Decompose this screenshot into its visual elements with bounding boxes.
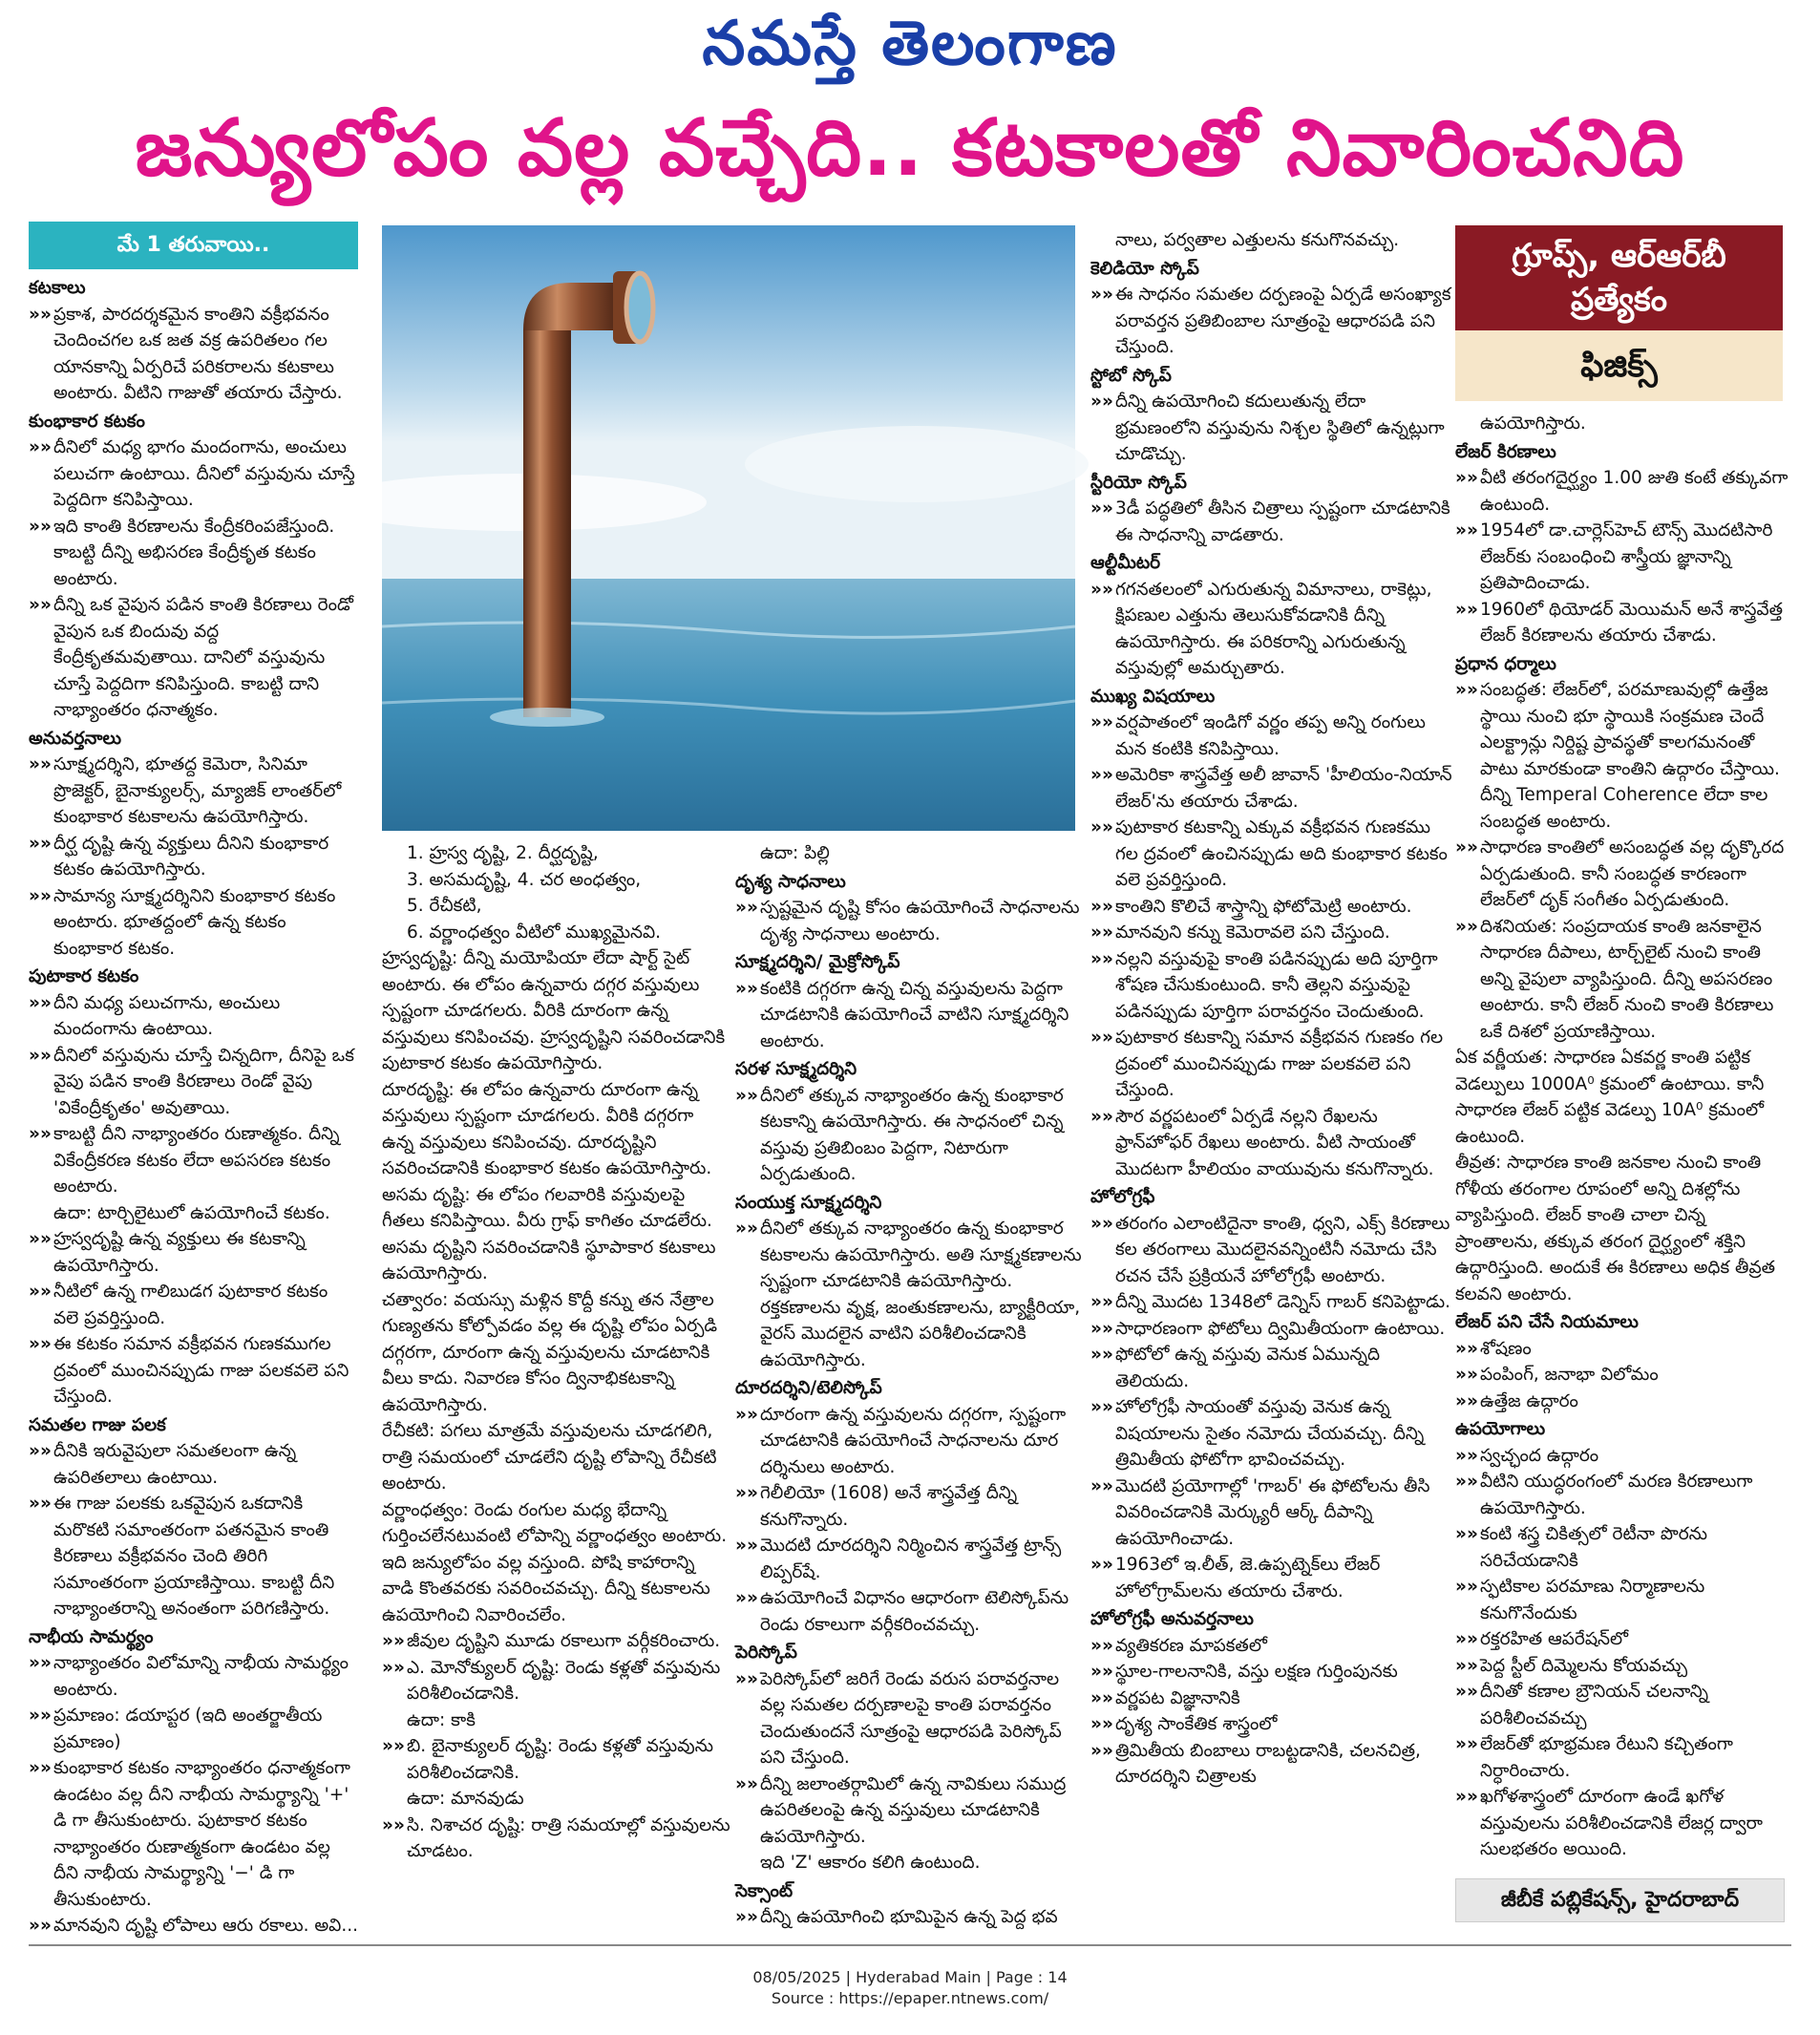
bullet-item: »» దీన్ని ఉపయోగించి కదులుతున్న లేదా భ్రమణంలోని వస్తువును నిశ్చల స్థితిలో ఉన్నట్లుగా చూడొచ్చు. <box>1090 389 1453 468</box>
paragraph: వర్ణాంధత్వం: రెండు రంగుల మధ్య భేదాన్ని గుర్తించలేనటువంటి లోపాన్ని వర్ణాంధత్వం అంటారు. ఇది జన్యులోపం వల్ల వస్తుంది. పోషి కాహారాన్ని వాడి కొంతవరకు సవరించవచ్చు. దీన్ని కటకాలను ఉపయోగించి నివారించలేం. <box>382 1499 728 1625</box>
bullet-item: »» రక్తరహిత ఆపరేషన్‌లో <box>1455 1626 1789 1653</box>
bullet-item: »» కంటి శస్త్ర చికిత్సలో రెటీనా పొరను సరిచేయడానికి <box>1455 1521 1789 1574</box>
text-line: ఉపయోగిస్తారు. <box>1480 413 1586 434</box>
bullet-item: »» లేజర్‌తో భూభ్రమణ రేటుని కచ్చితంగా నిర్ధారించారు. <box>1455 1731 1789 1784</box>
bullet-item: »» మానవుని కన్ను కెమెరావలె పని చేస్తుంది. <box>1090 920 1453 946</box>
bullet-item: »» త్రిమితీయ బింబాలు రాబట్టడానికి, చలనచిత్ర, దూరదర్శిని చిత్రాలకు <box>1090 1738 1453 1791</box>
text-line: 6. వర్ణాంధత్వం వీటిలో ముఖ్యమైనవి. <box>407 922 662 943</box>
bullet-item: »» దీనిలో తక్కువ నాభ్యాంతరం ఉన్న కుంభాకార కటకాన్ని ఉపయోగిస్తారు. ఈ సాధనంలో చిన్న వస్తువు ప్రతిబింబం పెద్దగా, నిటారుగా ఏర్పడుతుంది. <box>735 1083 1089 1188</box>
groups-rrb-special-label: గ్రూప్స్, ఆర్ఆర్‌బీ ప్రత్యేకం <box>1455 225 1783 330</box>
section-heading: పెరిస్కోప్ <box>735 1643 797 1663</box>
bullet-item: »» సంబద్ధత: లేజర్‌లో, పరమాణువుల్లో ఉత్తేజ స్థాయి నుంచి భూ స్థాయికి సంక్రమణ చెందే ఎలక్ట్రాన్లు నిర్దిష్ట ప్రావస్థతో కాలగమనంతో పాటు మారకుండా కాంతిని ఉద్గారం చేస్తాయి. దీన్ని Temperal Coherence లేదా కాల సంబద్ధత అంటారు. <box>1455 677 1789 835</box>
bullet-item: »» ఇది కాంతి కిరణాలను కేంద్రీకరింపజేస్తుంది. కాబట్టి దీన్ని అభిసరణ కేంద్రీకృత కటకం అంటారు. <box>29 514 358 593</box>
section-heading: సూక్ష్మదర్శిని/ మైక్రోస్కోప్ <box>735 952 900 972</box>
bullet-item: »» వర్ణపట విజ్ఞానానికి <box>1090 1685 1453 1712</box>
section-heading: అనువర్తనాలు <box>29 728 122 749</box>
section-heading: నాభీయ సామర్థ్యం <box>29 1626 154 1647</box>
bullet-item: »» నల్లని వస్తువుపై కాంతి పడినప్పుడు అది పూర్తిగా శోషణ చేసుకుంటుంది. కానీ తెల్లని వస్తువుపై పడినప్పుడు పూర్తిగా పరావర్తనం చెందుతుంది. <box>1090 946 1453 1026</box>
bullet-item: »» దిశనియత: సంప్రదాయక కాంతి జనకాలైన సాధారణ దీపాలు, టార్చ్‌లైట్ నుంచి కాంతి అన్ని వైపులా వ్యాపిస్తుంది. దీన్ని అపసరణం అంటారు. కానీ లేజర్ నుంచి కాంతి కిరణాలు ఒకే దిశలో ప్రయాణిస్తాయి. <box>1455 914 1789 1046</box>
text-line: ఉదా: పిల్లి <box>760 843 830 863</box>
periscope-illustration <box>382 225 1075 831</box>
column-1 <box>29 222 358 1936</box>
bullet-item: »» వీటి తరంగదైర్ఘ్యం 1.00 జుతి కంటే తక్కువగా ఉంటుంది. <box>1455 465 1789 518</box>
bullet-item: »» గెలీలియో (1608) అనే శాస్త్రవేత్త దీన్ని కనుగొన్నారు. <box>735 1480 1089 1533</box>
bullet-item: »» ప్రకాశ, పారదర్శకమైన కాంతిని వక్రీభవనం చెందించగల ఒక జత వక్ర ఉపరితలం గల యానకాన్ని ఏర్పరిచే పరికరాలను కటకాలు అంటారు. వీటిని గాజుతో తయారు చేస్తారు. <box>29 302 358 407</box>
bullet-item: »» పంపింగ్, జనాభా విలోమం <box>1455 1362 1789 1388</box>
publisher-credit: జీబీకే పబ్లికేషన్స్, హైదరాబాద్ <box>1455 1878 1785 1922</box>
footer-divider <box>29 1944 1791 1946</box>
column-5-content <box>1090 227 1453 1791</box>
bullet-item: »» కుంభాకార కటకం నాభ్యాంతరం ధనాత్మకంగా ఉండటం వల్ల దీని నాభీయ సామర్థ్యాన్ని '+' డి గా తీసుకుంటారు. పుటాకార కటకం నాభ్యాంతరం రుణాత్మకంగా ఉండటం వల్ల దీని నాభీయ సామర్థ్యాన్ని '−' డి గా తీసుకుంటారు. <box>29 1755 358 1913</box>
paragraph: తీవ్రత: సాధారణ కాంతి జనకాల నుంచి కాంతి గోళీయ తరంగాల రూపంలో అన్ని దిశల్లోను వ్యాపిస్తుంది. లేజర్ కాంతి చాలా చిన్న ప్రాంతాలను, తక్కువ తరంగ దైర్ఘ్యంలో శక్తిని ఉద్గారిస్తుంది. అందుకే ఈ కిరణాలు అధిక తీవ్రత కలవని అంటారు. <box>1455 1153 1776 1304</box>
section-heading: సెక్సాంట్ <box>735 1880 794 1901</box>
bullet-item: »» వీటిని యుద్ధరంగంలో మరణ కిరణాలుగా ఉపయోగిస్తారు. <box>1455 1469 1789 1521</box>
bullet-item: »» ఈ కటకం సమాన వక్రీభవన గుణకముగల ద్రవంలో ముంచినప్పుడు గాజు పలకవలె పని చేస్తుంది. <box>29 1331 358 1410</box>
bullet-item: »» 1963లో ఇ.లీత్, జె.ఉప్పట్నెక్‌లు లేజర్ హోలోగ్రామ్‌లను తయారు చేశారు. <box>1090 1552 1453 1604</box>
bullet-item: »» 1954లో డా.చార్లెస్‌హెచ్ టౌన్స్ మొదటిసారి లేజర్‌కు సంబంధించి శాస్త్రీయ జ్ఞానాన్ని ప్రతిపాదించాడు. <box>1455 518 1789 597</box>
bullet-item: »» హ్రస్వదృష్టి ఉన్న వ్యక్తులు ఈ కటకాన్ని ఉపయోగిస్తారు. <box>29 1226 358 1279</box>
bullet-item: »» దీన్ని జలాంతర్గామిలో ఉన్న నావికులు సముద్ర ఉపరితలంపై ఉన్న వస్తువులు చూడటానికి ఉపయోగిస్తారు. <box>735 1771 1089 1851</box>
bullet-item: »» 3డీ పద్ధతిలో తీసిన చిత్రాలు స్పష్టంగా చూడటానికి ఈ సాధనాన్ని వాడతారు. <box>1090 496 1453 548</box>
bullet-item: »» సి. నిశాచర దృష్టి: రాత్రి సమయాల్లో వస్తువులను చూడటం. <box>382 1812 730 1865</box>
bullet-item: »» నాభ్యాంతరం విలోమాన్ని నాభీయ సామర్థ్యం అంటారు. <box>29 1650 358 1703</box>
bullet-item: »» దీర్ఘ దృష్టి ఉన్న వ్యక్తులు దీనిని కుంభాకార కటకం ఉపయోగిస్తారు. <box>29 831 358 883</box>
text-line: ఉదా: టార్చిలైటులో ఉపయోగించే కటకం. <box>53 1202 330 1223</box>
bullet-item: »» ఉపయోగించే విధానం ఆధారంగా టెలిస్కోప్‌ను రెండు రకాలుగా వర్గీకరించవచ్చు. <box>735 1585 1089 1638</box>
continued-banner: మే 1 తరువాయి.. <box>29 222 358 269</box>
text-line: ఇది 'Z' ఆకారం కలిగి ఉంటుంది. <box>760 1853 981 1873</box>
bullet-item: »» మానవుని దృష్టి లోపాలు ఆరు రకాలు. అవి... <box>29 1913 358 1940</box>
bullet-item: »» 1960లో థియోడర్ మెయిమన్ అనే శాస్త్రవేత్త లేజర్ కిరణాలను తయారు చేశాడు. <box>1455 597 1789 649</box>
bullet-item: »» సాధారణ కాంతిలో అసంబద్ధత వల్ల దృక్కొరద ఏర్పడుతుంది. కానీ సంబద్ధత కారణంగా లేజర్‌లో దృక్ సంగీతం ఏర్పడుతుంది. <box>1455 835 1789 914</box>
bullet-item: »» దీన్ని ఒక వైపున పడిన కాంతి కిరణాలు రెండో వైపున ఒక బిందువు వద్ద కేంద్రీకృతమవుతాయి. దానిలో వస్తువును చూస్తే పెద్దదిగా కనిపిస్తుంది. కాబట్టి దాని నాభ్యాంతరం ధనాత్మకం. <box>29 592 358 724</box>
bullet-item: »» హోలోగ్రఫీ సాయంతో వస్తువు వెనుక ఉన్న విషయాలను సైతం నమోదు చేయవచ్చు. దీన్ని త్రిమితీయ ఫోటోగా భావించవచ్చు. <box>1090 1394 1453 1473</box>
bullet-item: »» ఖగోళశాస్త్రంలో దూరంగా ఉండే ఖగోళ వస్తువులను పరిశీలించడానికి లేజర్ల ద్వారా సులభతరం అయింది. <box>1455 1784 1789 1863</box>
bullet-item: »» కంటికి దగ్గరగా ఉన్న చిన్న వస్తువులను పెద్దగా చూడటానికి ఉపయోగించే వాటిని సూక్ష్మదర్శిని అంటారు. <box>735 976 1089 1055</box>
section-heading: ఉపయోగాలు <box>1455 1419 1546 1439</box>
bullet-item: »» కాంతిని కొలిచే శాస్త్రాన్ని ఫోటోమెట్రి అంటారు. <box>1090 894 1453 921</box>
bullet-item: »» ఎ. మోనోక్యులర్ దృష్టి: రెండు కళ్లతో వస్తువును పరిశీలించడానికి. <box>382 1655 730 1707</box>
section-heading: కటకాలు <box>29 278 86 298</box>
text-line: ఉదా: మానవుడు <box>407 1789 524 1809</box>
bullet-item: »» దీనిలో వస్తువును చూస్తే చిన్నదిగా, దీనిపై ఒక వైపు పడిన కాంతి కిరణాలు రెండో వైపు 'వికేంద్రీకృతం' అవుతాయి. <box>29 1043 358 1122</box>
column-3-content <box>382 840 730 1865</box>
bullet-item: »» కాబట్టి దీని నాభ్యాంతరం రుణాత్మకం. దీన్ని వికేంద్రీకరణ కటకం లేదా అపసరణ కటకం అంటారు. <box>29 1121 358 1200</box>
bullet-item: »» ప్రమాణం: డయాప్టర (ఇది అంతర్జాతీయ ప్రమాణం) <box>29 1703 358 1755</box>
bullet-item: »» ఈ సాధనం సమతల దర్పణంపై ఏర్పడే అసంఖ్యాక పరావర్తన ప్రతిబింబాల సూత్రంపై ఆధారపడి పని చేస్తుంది. <box>1090 282 1453 361</box>
section-heading: కుంభాకార కటకం <box>29 411 145 432</box>
bullet-item: »» దీన్ని ఉపయోగించి భూమిపైన ఉన్న పెద్ద భవ <box>735 1904 1089 1931</box>
bullet-item: »» దృశ్య సాంకేతిక శాస్త్రంలో <box>1090 1711 1453 1738</box>
section-heading: సమతల గాజు పలక <box>29 1414 166 1435</box>
bullet-item: »» పెద్ద స్టీల్ దిమ్మెలను కోయవచ్చు <box>1455 1653 1789 1680</box>
periscope-photo <box>382 225 1075 831</box>
bullet-item: »» వ్యతికరణ మాపకతలో <box>1090 1633 1453 1660</box>
section-heading: హోలోగ్రఫీ <box>1090 1187 1155 1207</box>
bullet-item: »» పుటాకార కటకాన్ని ఎక్కువ వక్రీభవన గుణకము గల ద్రవంలో ఉంచినప్పుడు అది కుంభాకార కటకం వలె ప్రవర్తిస్తుంది. <box>1090 815 1453 894</box>
bullet-item: »» స్వచ్ఛంద ఉద్గారం <box>1455 1443 1789 1470</box>
paragraph: హ్రస్వదృష్టి: దీన్ని మయోపియా లేదా షార్ట్ సైట్ అంటారు. ఈ లోపం ఉన్నవారు దగ్గర వస్తువులు స్పష్టంగా చూడగలరు. వీరికి దూరంగా ఉన్న వస్తువులు కనిపించవు. హ్రస్వదృష్టిని సవరించడానికి పుటాకార కటకం ఉపయోగిస్తారు. <box>382 948 726 1073</box>
paragraph: దూరదృష్టి: ఈ లోపం ఉన్నవారు దూరంగా ఉన్న వస్తువులు స్పష్టంగా చూడగలరు. వీరికి దగ్గరగా ఉన్న వస్తువులు కనిపించవు. దూరదృష్టిని సవరించడానికి కుంభాకార కటకం ఉపయోగిస్తారు. <box>382 1079 712 1178</box>
section-heading: లేజర్ కిరణాలు <box>1455 441 1556 462</box>
bullet-item: »» ఈ గాజు పలకకు ఒకవైపున ఒకదానికి మరొకటి సమాంతరంగా పతనమైన కాంతి కిరణాలు వక్రీభవనం చెంది తిరిగి సమాంతరంగా ప్రయాణిస్తాయి. కాబట్టి దీని నాభ్యాంతరాన్ని అనంతంగా పరిగణిస్తారు. <box>29 1491 358 1622</box>
text-line: 1. హ్రస్వ దృష్టి, 2. దీర్ఘదృష్టి, <box>407 843 599 863</box>
physics-label: ఫిజిక్స్ <box>1455 330 1783 401</box>
bullet-item: »» నీటిలో ఉన్న గాలిబుడగ పుటాకార కటకం వలె ప్రవర్తిస్తుంది. <box>29 1279 358 1331</box>
section-heading: సరళ సూక్ష్మదర్శిని <box>735 1059 857 1079</box>
bullet-item: »» స్పష్టమైన దృష్టి కోసం ఉపయోగించే సాధనాలను దృశ్య సాధనాలు అంటారు. <box>735 895 1089 947</box>
article-headline: జన్యులోపం వల్ల వచ్చేది.. కటకాలతో నివారించనిది <box>135 103 1685 194</box>
text-line: నాలు, పర్వతాల ఎత్తులను కనుగొనవచ్చు. <box>1115 230 1400 250</box>
section-heading: దూరదర్శిని/టెలిస్కోప్ <box>735 1378 882 1398</box>
bullet-item: »» మొదటి ప్రయోగాల్లో 'గాబర్' ఈ ఫోటోలను తీసి వివరించడానికి మెర్క్యురీ ఆర్క్ దీపాన్ని ఉపయోగించాడు. <box>1090 1473 1453 1553</box>
bullet-item: »» అమెరికా శాస్త్రవేత్త అలీ జావాన్ 'హీలియం-నియాన్ లేజర్'ను తయారు చేశాడు. <box>1090 762 1453 815</box>
section-heading: హోలోగ్రఫీ అనువర్తనాలు <box>1090 1609 1254 1629</box>
bullet-item: »» సూక్ష్మదర్శిని, భూతద్ద కెమెరా, సినిమా ప్రొజెక్టర్, బైనాక్యులర్స్, మ్యాజిక్ లాంతర్‌లో కుంభాకార కటకాలను ఉపయోగిస్తారు. <box>29 752 358 831</box>
bullet-item: »» వర్షపాతంలో ఇండిగో వర్ణం తప్ప అన్ని రంగులు మన కంటికి కనిపిస్తాయి. <box>1090 710 1453 762</box>
bullet-item: »» జీవుల దృష్టిని మూడు రకాలుగా వర్గీకరించారు. <box>382 1628 730 1655</box>
bullet-item: »» దీనితో కణాల బ్రౌనియన్ చలనాన్ని పరిశీలించవచ్చు <box>1455 1679 1789 1731</box>
bullet-item: »» దీన్ని మొదట 1348లో డెన్నిస్ గాబర్ కనిపెట్టాడు. <box>1090 1289 1453 1316</box>
column-4-content <box>735 840 1089 1931</box>
bullet-item: »» సౌర వర్ణపటంలో ఏర్పడే నల్లని రేఖలను ఫ్రాన్‌హోఫర్ రేఖలు అంటారు. వీటి సాయంతో మొదటగా హీలియం వాయువును కనుగొన్నారు. <box>1090 1104 1453 1183</box>
text-line: 3. అసమదృష్టి, 4. చర అంధత్వం, <box>407 869 642 890</box>
paragraph: రేచీకటి: పగలు మాత్రమే వస్తువులను చూడగలిగి, రాత్రి సమయంలో చూడలేని దృష్టి లోపాన్ని రేచీకటి అంటారు. <box>382 1421 717 1494</box>
section-heading: లేజర్ పని చేసే నియమాలు <box>1455 1312 1639 1332</box>
bullet-item: »» మొదటి దూరదర్శిని నిర్మించిన శాస్త్రవేత్త ట్రాన్స్ లిప్పర్‌షే. <box>735 1533 1089 1585</box>
page-footer <box>0 1967 1820 2009</box>
section-heading: సంయుక్త సూక్ష్మదర్శిని <box>735 1192 882 1213</box>
bullet-item: »» ఉత్తేజ ఉద్గారం <box>1455 1388 1789 1415</box>
paragraph: చత్వారం: వయస్సు మళ్లిన కొద్దీ కన్ను తన నేత్రాల గుణ్యతను కోల్పోవడం వల్ల ఈ దృష్టి లోపం ఏర్పడి దగ్గరగా, దూరంగా ఉన్న వస్తువులను చూడటానికి వీలు కాదు. నివారణ కోసం ద్వినాభికటకాన్ని ఉపయోగిస్తారు. <box>382 1289 718 1415</box>
column-3 <box>382 840 730 1929</box>
bullet-item: »» దీని మధ్య పలుచగాను, అంచులు మందంగాను ఉంటాయి. <box>29 990 358 1043</box>
bullet-item: »» దూరంగా ఉన్న వస్తువులను దగ్గరగా, స్పష్టంగా చూడటానికి ఉపయోగించే సాధనాలను దూర దర్శినులు అంటారు. <box>735 1402 1089 1481</box>
bullet-item: »» బి. బైనాక్యులర్ దృష్టి: రెండు కళ్లతో వస్తువును పరిశీలించడానికి. <box>382 1733 730 1786</box>
bullet-item: »» సామాన్య సూక్ష్మదర్శినిని కుంభాకార కటకం అంటారు. భూతద్దంలో ఉన్న కటకం కుంభాకార కటకం. <box>29 883 358 963</box>
column-1-content <box>29 275 358 1940</box>
bullet-item: »» ఫోటోలో ఉన్న వస్తువు వెనుక ఏమున్నది తెలియదు. <box>1090 1342 1453 1394</box>
bullet-item: »» స్ఫటికాల పరమాణు నిర్మాణాలను కనుగొనేందుకు <box>1455 1574 1789 1626</box>
bullet-item: »» పెరిస్కోప్‌లో జరిగే రెండు వరుస పరావర్తనాల వల్ల సమతల దర్పణాలపై కాంతి పరావర్తనం చెందుతుందనే సూత్రంపై ఆధారపడి పెరిస్కోప్ పని చేస్తుంది. <box>735 1666 1089 1771</box>
column-5 <box>1090 227 1453 1927</box>
bullet-item: »» తరంగం ఎలాంటిదైనా కాంతి, ధ్వని, ఎక్స్ కిరణాలు కల తరంగాలు మొదలైనవన్నింటినీ నమోదు చేసి రచన చేసే ప్రక్రియనే హోలోగ్రఫీ అంటారు. <box>1090 1211 1453 1290</box>
section-heading: స్టోబో స్కోప్ <box>1090 365 1172 386</box>
section-heading: ప్రధాన ధర్మాలు <box>1455 653 1556 674</box>
newspaper-masthead: నమస్తే తెలంగాణ <box>702 8 1118 79</box>
bullet-item: »» గగనతలంలో ఎగురుతున్న విమానాలు, రాకెట్లు, క్షిపణుల ఎత్తును తెలుసుకోవడానికి దీన్ని ఉపయోగిస్తారు. ఈ పరికరాన్ని ఎగురుతున్న వస్తువుల్లో అమర్చుతారు. <box>1090 577 1453 682</box>
edition-info: 08/05/2025 | Hyderabad Main | Page : 14 <box>752 1968 1068 1986</box>
section-heading: స్టీరియో స్కోప్ <box>1090 472 1187 493</box>
text-line: ఉదా: కాకి <box>407 1709 476 1730</box>
paragraph: ఏక వర్ణీయత: సాధారణ ఏకవర్ణ కాంతి పట్టిక వెడల్పులు 1000A⁰ క్రమంలో ఉంటాయి. కానీ సాధారణ లేజర్ పట్టిక వెడల్పు 10A⁰ క్రమంలో ఉంటుంది. <box>1455 1048 1765 1147</box>
column-6-content <box>1455 411 1789 1863</box>
bullet-item: »» శోషణం <box>1455 1336 1789 1363</box>
column-6 <box>1455 411 1789 1859</box>
source-link[interactable]: Source : https://epaper.ntnews.com/ <box>771 1989 1049 2007</box>
side-banner <box>1455 225 1783 401</box>
bullet-item: »» దీనికి ఇరువైపులా సమతలంగా ఉన్న ఉపరితలాలు ఉంటాయి. <box>29 1438 358 1491</box>
section-heading: పుటాకార కటకం <box>29 966 139 986</box>
bullet-item: »» సాధారణంగా ఫోటోలు ద్విమితీయంగా ఉంటాయి. <box>1090 1316 1453 1343</box>
section-heading: ఆల్టీమీటర్ <box>1090 553 1161 573</box>
paragraph: అసమ దృష్టి: ఈ లోపం గలవారికి వస్తువులపై గీతలు కనిపిస్తాయి. వీరు గ్రాఫ్ కాగితం చూడలేరు. అసమ దృష్టిని సవరించడానికి స్థూపాకార కటకాలు ఉపయోగిస్తారు. <box>382 1184 716 1283</box>
bullet-item: »» స్థూల-గాలనానికి, వస్తు లక్షణ గుర్తింపునకు <box>1090 1659 1453 1685</box>
section-heading: ముఖ్య విషయాలు <box>1090 686 1216 707</box>
text-line: 5. రేచీకటి, <box>407 896 482 916</box>
column-4 <box>735 840 1089 1929</box>
bullet-item: »» దీనిలో తక్కువ నాభ్యాంతరం ఉన్న కుంభాకార కటకాలను ఉపయోగిస్తారు. అతి సూక్ష్మకణాలను స్పష్టంగా చూడటానికి ఉపయోగిస్తారు. రక్తకణాలను వృక్ష, జంతుకణాలను, బ్యాక్టీరియా, వైరస్ మొదలైన వాటిని పరిశీలించడానికి ఉపయోగిస్తారు. <box>735 1216 1089 1373</box>
bullet-item: »» దీనిలో మధ్య భాగం మందంగాను, అంచులు పలుచగా ఉంటాయి. దీనిలో వస్తువును చూస్తే పెద్దదిగా కనిపిస్తాయి. <box>29 435 358 514</box>
section-heading: దృశ్య సాధనాలు <box>735 871 846 892</box>
bullet-item: »» పుటాకార కటకాన్ని సమాన వక్రీభవన గుణకం గల ద్రవంలో ముంచినప్పుడు గాజు పలకవలె పని చేస్తుంది. <box>1090 1025 1453 1104</box>
section-heading: కెలిడియో స్కోప్ <box>1090 258 1199 279</box>
